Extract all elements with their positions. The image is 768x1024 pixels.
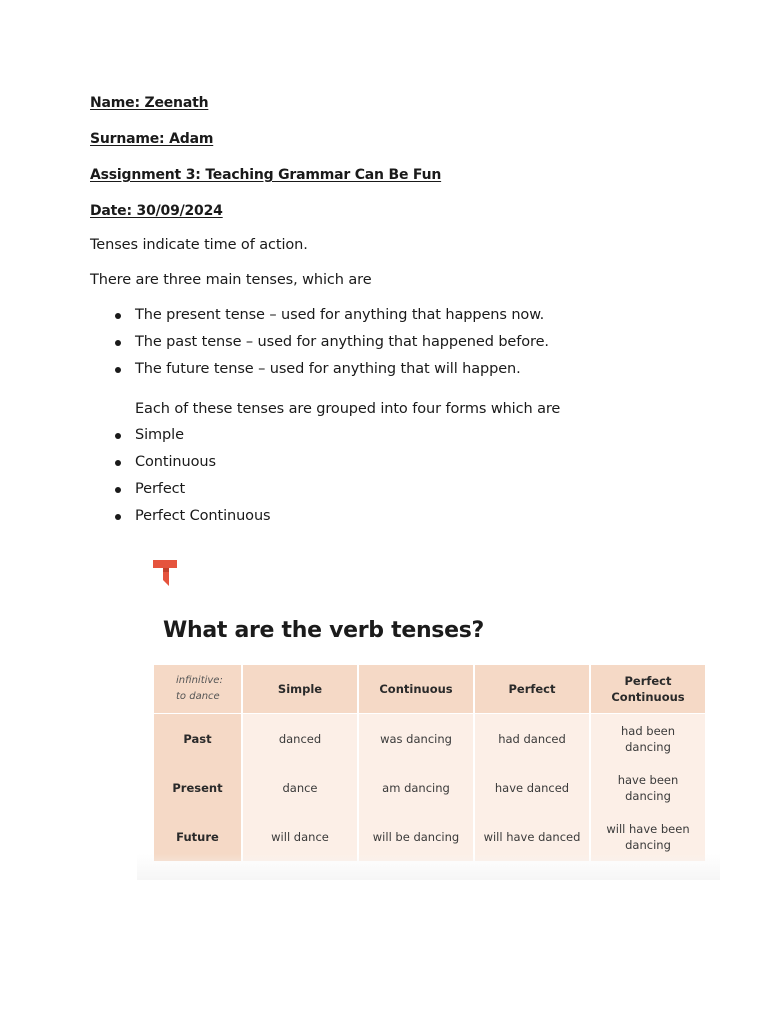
column-header: Perfect (475, 665, 591, 714)
document-body (90, 93, 710, 530)
verb-tenses-table (154, 665, 705, 861)
forms-lead-paragraph: Each of these tenses are grouped into four forms which are (135, 401, 561, 417)
list-item: The present tense – used for anything that happens now. (90, 302, 710, 329)
table-cell: had danced (475, 714, 591, 763)
table-cell: had been dancing (591, 714, 705, 763)
table-cell: danced (243, 714, 359, 763)
surname-line: Surname: Adam (90, 131, 214, 147)
table-header-row (154, 665, 705, 714)
bullet-icon (115, 433, 121, 439)
forms-list (90, 422, 710, 530)
column-header: Perfect Continuous (591, 665, 705, 714)
list-item: Perfect (90, 476, 710, 503)
date-line: Date: 30/09/2024 (90, 203, 223, 219)
list-item: The future tense – used for anything that will happen. (90, 356, 710, 383)
figure-bottom-shade (137, 854, 720, 880)
table-row (154, 714, 705, 763)
bullet-icon (115, 313, 121, 319)
list-item: Perfect Continuous (90, 503, 710, 530)
bullet-icon (115, 487, 121, 493)
bullet-icon (115, 340, 121, 346)
assignment-title: Assignment 3: Teaching Grammar Can Be Fun (90, 167, 442, 183)
table-cell: dance (243, 763, 359, 812)
list-item: Continuous (90, 449, 710, 476)
row-header: Present (154, 763, 243, 812)
list-item: Simple (90, 422, 710, 449)
brand-t-icon (151, 558, 179, 588)
bullet-icon (115, 460, 121, 466)
row-header: Past (154, 714, 243, 763)
column-header: Continuous (359, 665, 475, 714)
tenses-list (90, 302, 710, 383)
table-cell: will have danced (475, 812, 591, 861)
table-cell: will be dancing (359, 812, 475, 861)
column-header: Simple (243, 665, 359, 714)
table-cell: am dancing (359, 763, 475, 812)
name-line: Name: Zeenath (90, 95, 209, 111)
list-item: The past tense – used for anything that happened before. (90, 329, 710, 356)
infinitive-corner-cell: infinitive: to dance (154, 665, 243, 714)
table-cell: have danced (475, 763, 591, 812)
table-cell: have been dancing (591, 763, 705, 812)
table-cell: will dance (243, 812, 359, 861)
verb-tenses-infographic (137, 548, 720, 880)
table-cell: will have been dancing (591, 812, 705, 861)
bullet-icon (115, 367, 121, 373)
table-cell: was dancing (359, 714, 475, 763)
table-row (154, 763, 705, 812)
intro-paragraph: Tenses indicate time of action. (90, 237, 308, 253)
infographic-title: What are the verb tenses? (163, 618, 484, 643)
bullet-icon (115, 514, 121, 520)
row-header: Future (154, 812, 243, 861)
tenses-lead-paragraph: There are three main tenses, which are (90, 272, 372, 288)
